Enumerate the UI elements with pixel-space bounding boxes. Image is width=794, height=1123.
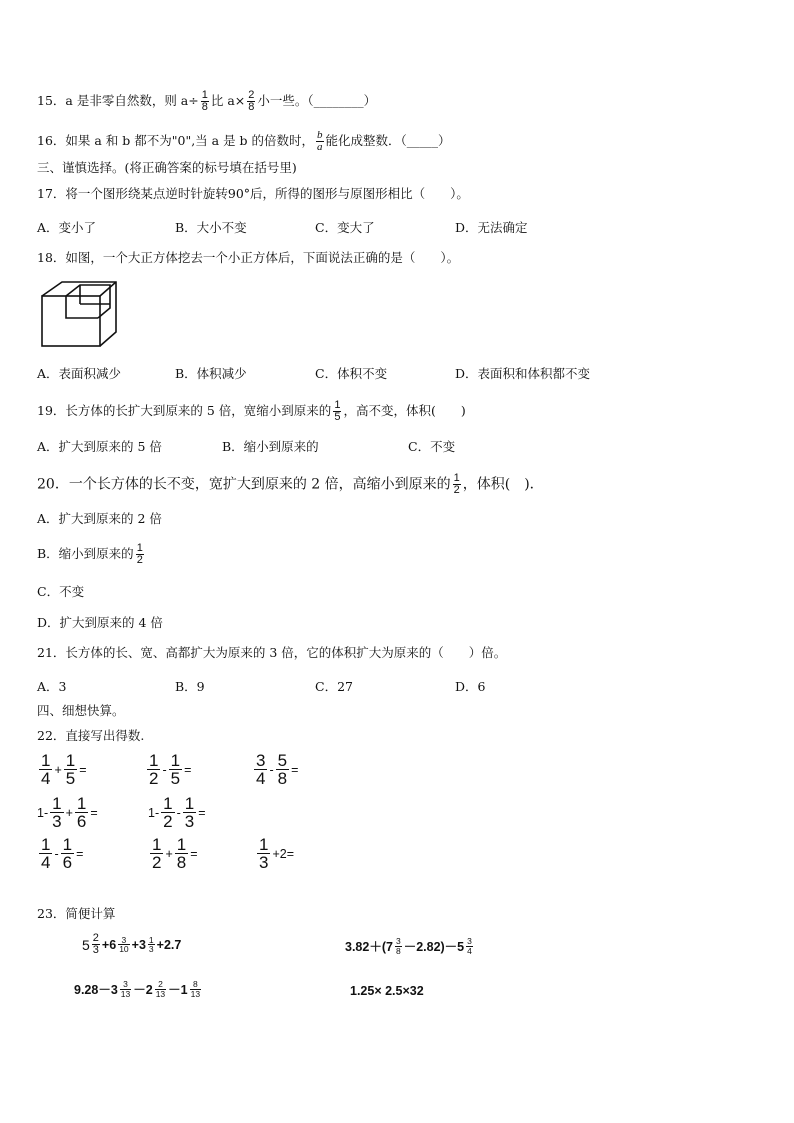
fraction: $\frac{1}{2}$ <box>453 472 460 496</box>
fraction: $\frac{2}{8}$ <box>248 89 255 113</box>
question-21: 21．长方体的长、宽、高都扩大为原来的 3 倍，它的体积扩大为原来的（ ）倍。 <box>37 645 507 660</box>
option-d[interactable]: D．6 <box>455 679 486 694</box>
calc-item: 1- $\frac{1}{2}$ - $\frac{1}{3}$ = <box>148 794 206 831</box>
cube-figure <box>40 280 120 348</box>
option-c[interactable]: C．不变 <box>408 439 456 454</box>
question-19: 19．长方体的长扩大到原来的 5 倍，宽缩小到原来的 $\frac{1}{5}$ ，高不变，体积( ) <box>37 399 466 423</box>
question-15: 15．a 是非零自然数，则 a÷ $\frac{1}{8}$ 比 a× $\frac{2}{8}$ 小一些。（________） <box>37 89 377 113</box>
option-b[interactable]: B．大小不变 <box>175 220 247 235</box>
calc-expression: 3.82＋(7 $\frac{3}{8}$ －2.82)－5 $\frac{3}{4}$ <box>345 936 472 956</box>
fraction: $\frac{b}{a}$ <box>317 129 323 153</box>
fraction: $\frac{1}{8}$ <box>201 89 208 113</box>
option-a[interactable]: A．扩大到原来的 5 倍 <box>37 439 162 454</box>
calc-expression: 1.25× 2.5×32 <box>350 984 424 998</box>
calc-item: $\frac{1}{4}$ - $\frac{1}{6}$ = <box>41 835 84 872</box>
option-a[interactable]: A．表面积减少 <box>37 366 122 381</box>
option-c[interactable]: C．不变 <box>37 584 85 599</box>
fraction: $\frac{1}{2}$ <box>136 542 143 566</box>
option-c[interactable]: C．27 <box>315 679 353 694</box>
option-b[interactable]: B．体积减少 <box>175 366 247 381</box>
option-a[interactable]: A．3 <box>37 679 67 694</box>
section-4-heading: 四、细想快算。 <box>37 703 125 718</box>
option-c[interactable]: C．体积不变 <box>315 366 388 381</box>
question-18: 18．如图，一个大正方体挖去一个小正方体后，下面说法正确的是（ ）。 <box>37 250 460 265</box>
calc-item: $\frac{1}{3}$ +2= <box>259 835 295 872</box>
question-16: 16．如果 a 和 b 都不为"0",当 a 是 b 的倍数时， $\frac{b}{a}$ 能化成整数．（_____） <box>37 129 451 153</box>
option-b[interactable]: B．缩小到原来的 <box>222 439 319 454</box>
answer-blank[interactable]: ________ <box>313 93 364 108</box>
option-d[interactable]: D．表面积和体积都不变 <box>455 366 591 381</box>
answer-blank[interactable]: _____ <box>406 133 439 148</box>
calc-item: $\frac{1}{4}$ + $\frac{1}{5}$ = <box>41 751 87 788</box>
calc-expression: 9.28－3 $\frac{3}{13}$ －2 $\frac{2}{13}$ －1 $\frac{8}{13}$ <box>74 979 201 999</box>
option-b[interactable]: B．9 <box>175 679 205 694</box>
question-20: 20．一个长方体的长不变，宽扩大到原来的 2 倍，高缩小到原来的 $\frac{1}{2}$ ，体积( )． <box>37 472 544 496</box>
question-23: 23．简便计算 <box>37 906 116 921</box>
section-3-heading: 三、谨慎选择。(将正确答案的标号填在括号里) <box>37 160 297 175</box>
option-a[interactable]: A．扩大到原来的 2 倍 <box>37 511 162 526</box>
question-22: 22．直接写出得数. <box>37 728 145 743</box>
option-d[interactable]: D．无法确定 <box>455 220 528 235</box>
calc-item: $\frac{1}{2}$ - $\frac{1}{5}$ = <box>149 751 192 788</box>
calc-item: 1- $\frac{1}{3}$ + $\frac{1}{6}$ = <box>37 794 98 831</box>
option-d[interactable]: D．扩大到原来的 4 倍 <box>37 615 163 630</box>
calc-item: $\frac{3}{4}$ - $\frac{5}{8}$ = <box>256 751 299 788</box>
option-b[interactable]: B．缩小到原来的 $\frac{1}{2}$ <box>37 542 143 566</box>
question-17: 17．将一个图形绕某点逆时针旋转90°后，所得的图形与原图形相比（ ）。 <box>37 186 469 201</box>
calc-item: $\frac{1}{2}$ + $\frac{1}{8}$ = <box>152 835 198 872</box>
calc-expression: 5 $\frac{2}{3}$ +6 $\frac{3}{10}$ +3 $\frac{1}{3}$ +2.7 <box>82 932 182 956</box>
option-c[interactable]: C．变大了 <box>315 220 375 235</box>
fraction: $\frac{1}{5}$ <box>334 399 341 423</box>
option-a[interactable]: A．变小了 <box>37 220 97 235</box>
